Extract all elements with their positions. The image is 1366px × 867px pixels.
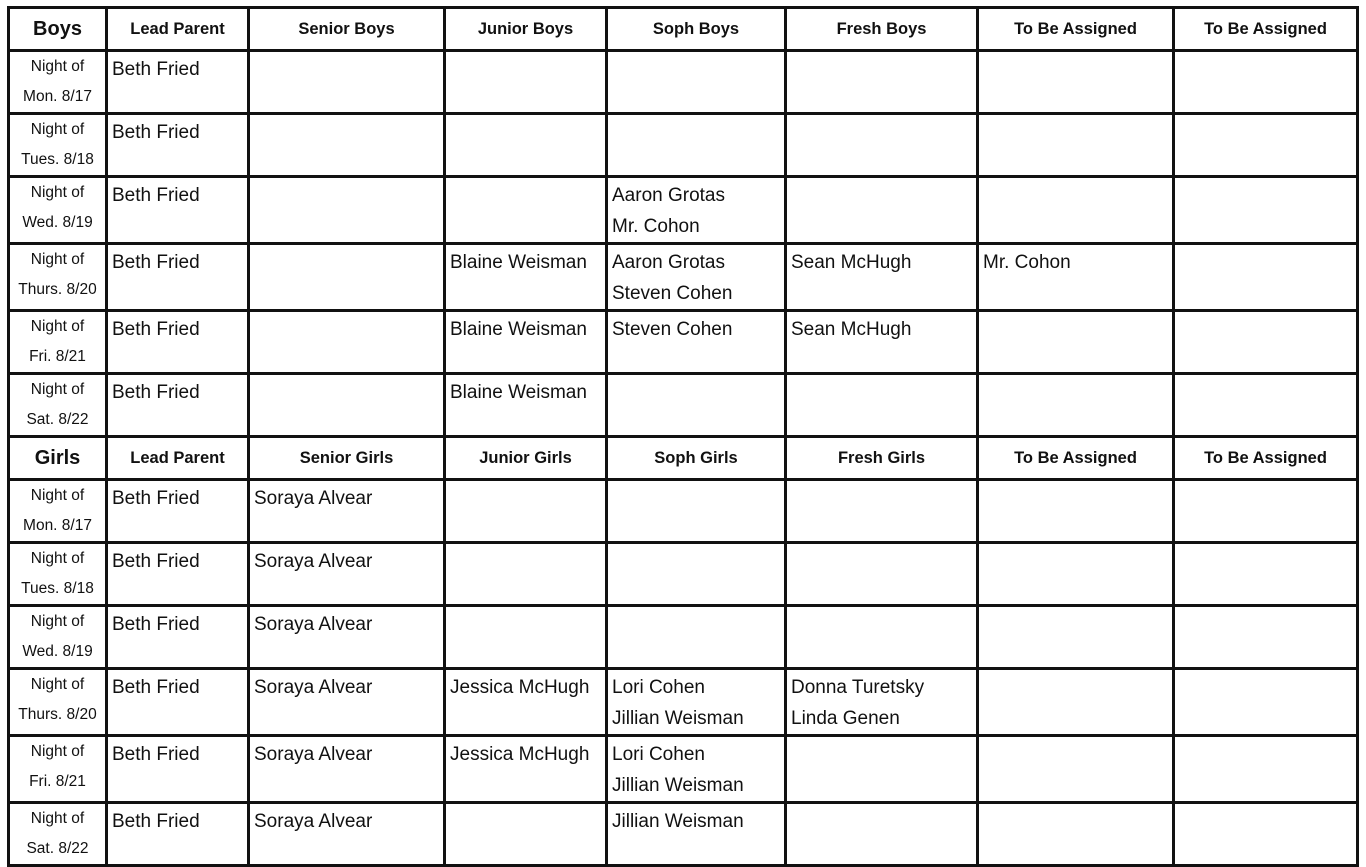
assignment-cell: [607, 311, 786, 374]
night-date-cell: [9, 669, 107, 736]
assignment-cell: [107, 51, 249, 114]
assignment-cell: [978, 480, 1174, 543]
person-name: Beth Fried: [112, 811, 200, 832]
assignment-cell: [445, 311, 607, 374]
boys-column-header-soph-boys: Soph Boys: [607, 8, 786, 51]
assignment-cell: [607, 114, 786, 177]
person-name: Mr. Cohon: [983, 252, 1071, 273]
assignment-cell: [445, 543, 607, 606]
person-name: Jillian Weisman: [612, 811, 744, 832]
person-name: Steven Cohen: [612, 319, 733, 340]
assignment-cell: [786, 374, 978, 437]
assignment-cell: [1174, 669, 1358, 736]
date-label: Wed. 8/19: [22, 214, 93, 231]
person-name: Beth Fried: [112, 185, 200, 206]
assignment-cell: [978, 177, 1174, 244]
night-date-cell: [9, 311, 107, 374]
assignment-cell: [607, 669, 786, 736]
boys-column-header-junior-boys: Junior Boys: [445, 8, 607, 51]
person-name: Soraya Alvear: [254, 488, 373, 509]
assignment-cell: [445, 669, 607, 736]
person-name: Blaine Weisman: [450, 319, 587, 340]
girls-column-header-fresh-girls: Fresh Girls: [786, 437, 978, 480]
date-label: Mon. 8/17: [23, 88, 92, 105]
boys-column-header-to-be-assigned: To Be Assigned: [978, 8, 1174, 51]
assignment-cell: [1174, 480, 1358, 543]
boys-column-header-to-be-assigned: To Be Assigned: [1174, 8, 1358, 51]
night-date-cell: [9, 114, 107, 177]
girls-column-header-senior-girls: Senior Girls: [249, 437, 445, 480]
person-name: Beth Fried: [112, 382, 200, 403]
night-label: Night of: [30, 121, 85, 138]
assignment-cell: [445, 177, 607, 244]
table-row: [9, 311, 1358, 374]
assignment-cell: [445, 803, 607, 866]
table-row: [9, 51, 1358, 114]
assignment-cell: [978, 374, 1174, 437]
assignment-cell: [978, 736, 1174, 803]
assignment-cell: [1174, 606, 1358, 669]
person-name: Beth Fried: [112, 744, 200, 765]
person-name: Linda Genen: [791, 708, 900, 729]
table-row: [9, 374, 1358, 437]
person-name: Jillian Weisman: [612, 775, 744, 796]
assignment-cell: [445, 114, 607, 177]
table-row: [9, 244, 1358, 311]
boys-column-header-senior-boys: Senior Boys: [249, 8, 445, 51]
assignment-cell: [249, 51, 445, 114]
person-name: Beth Fried: [112, 252, 200, 273]
assignment-cell: [107, 480, 249, 543]
date-label: Tues. 8/18: [21, 580, 94, 597]
date-label: Fri. 8/21: [29, 348, 86, 365]
person-name: Aaron Grotas: [612, 252, 725, 273]
assignment-cell: [607, 480, 786, 543]
girls-column-header-to-be-assigned: To Be Assigned: [1174, 437, 1358, 480]
person-name: Aaron Grotas: [612, 185, 725, 206]
assignment-cell: [607, 51, 786, 114]
table-row: [9, 480, 1358, 543]
date-label: Thurs. 8/20: [18, 281, 97, 298]
night-label: Night of: [30, 743, 85, 760]
night-date-cell: [9, 177, 107, 244]
assignment-cell: [978, 606, 1174, 669]
night-label: Night of: [30, 810, 85, 827]
assignment-cell: [249, 177, 445, 244]
person-name: Beth Fried: [112, 59, 200, 80]
assignment-cell: [107, 114, 249, 177]
assignment-cell: [249, 374, 445, 437]
person-name: Beth Fried: [112, 677, 200, 698]
assignment-cell: [1174, 244, 1358, 311]
person-name: Beth Fried: [112, 614, 200, 635]
person-name: Beth Fried: [112, 319, 200, 340]
assignment-cell: [445, 374, 607, 437]
assignment-cell: [607, 177, 786, 244]
night-label: Night of: [30, 550, 85, 567]
assignment-cell: [249, 803, 445, 866]
assignment-cell: [786, 244, 978, 311]
assignment-cell: [607, 803, 786, 866]
table-row: [9, 177, 1358, 244]
night-label: Night of: [30, 318, 85, 335]
assignment-cell: [607, 244, 786, 311]
night-label: Night of: [30, 381, 85, 398]
assignment-cell: [1174, 311, 1358, 374]
person-name: Soraya Alvear: [254, 677, 373, 698]
assignment-cell: [786, 51, 978, 114]
assignment-cell: [607, 543, 786, 606]
girls-group-label: Girls: [9, 437, 107, 480]
assignment-cell: [249, 669, 445, 736]
boys-group-label: Boys: [9, 8, 107, 51]
assignment-cell: [107, 177, 249, 244]
night-label: Night of: [30, 58, 85, 75]
assignment-cell: [249, 244, 445, 311]
person-name: Sean McHugh: [791, 252, 912, 273]
date-label: Wed. 8/19: [22, 643, 93, 660]
assignment-cell: [607, 736, 786, 803]
person-name: Soraya Alvear: [254, 551, 373, 572]
assignment-cell: [1174, 51, 1358, 114]
night-label: Night of: [30, 676, 85, 693]
person-name: Jessica McHugh: [450, 677, 590, 698]
table-row: [9, 543, 1358, 606]
assignment-cell: [978, 244, 1174, 311]
girls-column-header-to-be-assigned: To Be Assigned: [978, 437, 1174, 480]
assignment-cell: [1174, 177, 1358, 244]
person-name: Lori Cohen: [612, 677, 705, 698]
date-label: Sat. 8/22: [26, 411, 89, 428]
assignment-cell: [1174, 803, 1358, 866]
assignment-cell: [107, 311, 249, 374]
assignment-cell: [1174, 543, 1358, 606]
assignment-cell: [107, 803, 249, 866]
person-name: Beth Fried: [112, 488, 200, 509]
table-row: [9, 606, 1358, 669]
girls-column-header-junior-girls: Junior Girls: [445, 437, 607, 480]
date-label: Mon. 8/17: [23, 517, 92, 534]
assignment-cell: [445, 606, 607, 669]
girls-column-header-soph-girls: Soph Girls: [607, 437, 786, 480]
person-name: Sean McHugh: [791, 319, 912, 340]
boys-header-row: [9, 8, 1358, 51]
table-row: [9, 803, 1358, 866]
boys-column-header-lead-parent: Lead Parent: [107, 8, 249, 51]
assignment-cell: [786, 669, 978, 736]
assignment-cell: [786, 177, 978, 244]
night-label: Night of: [30, 251, 85, 268]
assignment-cell: [1174, 736, 1358, 803]
night-date-cell: [9, 480, 107, 543]
assignment-cell: [978, 311, 1174, 374]
night-label: Night of: [30, 184, 85, 201]
schedule-body: [9, 8, 1358, 866]
person-name: Blaine Weisman: [450, 252, 587, 273]
night-date-cell: [9, 606, 107, 669]
person-name: Soraya Alvear: [254, 744, 373, 765]
night-label: Night of: [30, 613, 85, 630]
assignment-cell: [107, 244, 249, 311]
assignment-cell: [607, 606, 786, 669]
person-name: Donna Turetsky: [791, 677, 925, 698]
assignment-cell: [978, 51, 1174, 114]
person-name: Beth Fried: [112, 551, 200, 572]
person-name: Soraya Alvear: [254, 614, 373, 635]
person-name: Beth Fried: [112, 122, 200, 143]
assignment-cell: [249, 311, 445, 374]
assignment-cell: [978, 114, 1174, 177]
assignment-cell: [978, 669, 1174, 736]
assignment-cell: [249, 543, 445, 606]
assignment-cell: [786, 736, 978, 803]
assignment-cell: [607, 374, 786, 437]
assignment-cell: [1174, 114, 1358, 177]
assignment-cell: [107, 736, 249, 803]
girls-column-header-lead-parent: Lead Parent: [107, 437, 249, 480]
night-date-cell: [9, 543, 107, 606]
table-row: [9, 114, 1358, 177]
assignment-cell: [445, 51, 607, 114]
person-name: Steven Cohen: [612, 283, 733, 304]
schedule-document: [7, 6, 1359, 867]
night-label: Night of: [30, 487, 85, 504]
assignment-cell: [107, 374, 249, 437]
assignment-cell: [107, 606, 249, 669]
person-name: Jillian Weisman: [612, 708, 744, 729]
assignment-cell: [445, 244, 607, 311]
date-label: Sat. 8/22: [26, 840, 89, 857]
assignment-cell: [107, 543, 249, 606]
assignment-cell: [249, 114, 445, 177]
assignment-cell: [249, 480, 445, 543]
assignment-cell: [249, 736, 445, 803]
assignment-cell: [978, 803, 1174, 866]
date-label: Thurs. 8/20: [18, 706, 97, 723]
person-name: Jessica McHugh: [450, 744, 590, 765]
person-name: Lori Cohen: [612, 744, 705, 765]
assignment-cell: [1174, 374, 1358, 437]
table-row: [9, 669, 1358, 736]
night-date-cell: [9, 736, 107, 803]
night-date-cell: [9, 51, 107, 114]
night-date-cell: [9, 803, 107, 866]
assignment-cell: [445, 736, 607, 803]
assignment-cell: [786, 803, 978, 866]
assignment-cell: [786, 543, 978, 606]
person-name: Mr. Cohon: [612, 216, 700, 237]
assignment-cell: [786, 114, 978, 177]
assignment-cell: [978, 543, 1174, 606]
girls-header-row: [9, 437, 1358, 480]
assignment-cell: [786, 606, 978, 669]
assignment-cell: [786, 311, 978, 374]
assignment-cell: [249, 606, 445, 669]
assignment-cell: [445, 480, 607, 543]
table-row: [9, 736, 1358, 803]
person-name: Blaine Weisman: [450, 382, 587, 403]
boys-column-header-fresh-boys: Fresh Boys: [786, 8, 978, 51]
date-label: Tues. 8/18: [21, 151, 94, 168]
night-date-cell: [9, 374, 107, 437]
assignment-cell: [786, 480, 978, 543]
person-name: Soraya Alvear: [254, 811, 373, 832]
night-date-cell: [9, 244, 107, 311]
date-label: Fri. 8/21: [29, 773, 86, 790]
assignment-cell: [107, 669, 249, 736]
schedule-table: [7, 6, 1359, 867]
